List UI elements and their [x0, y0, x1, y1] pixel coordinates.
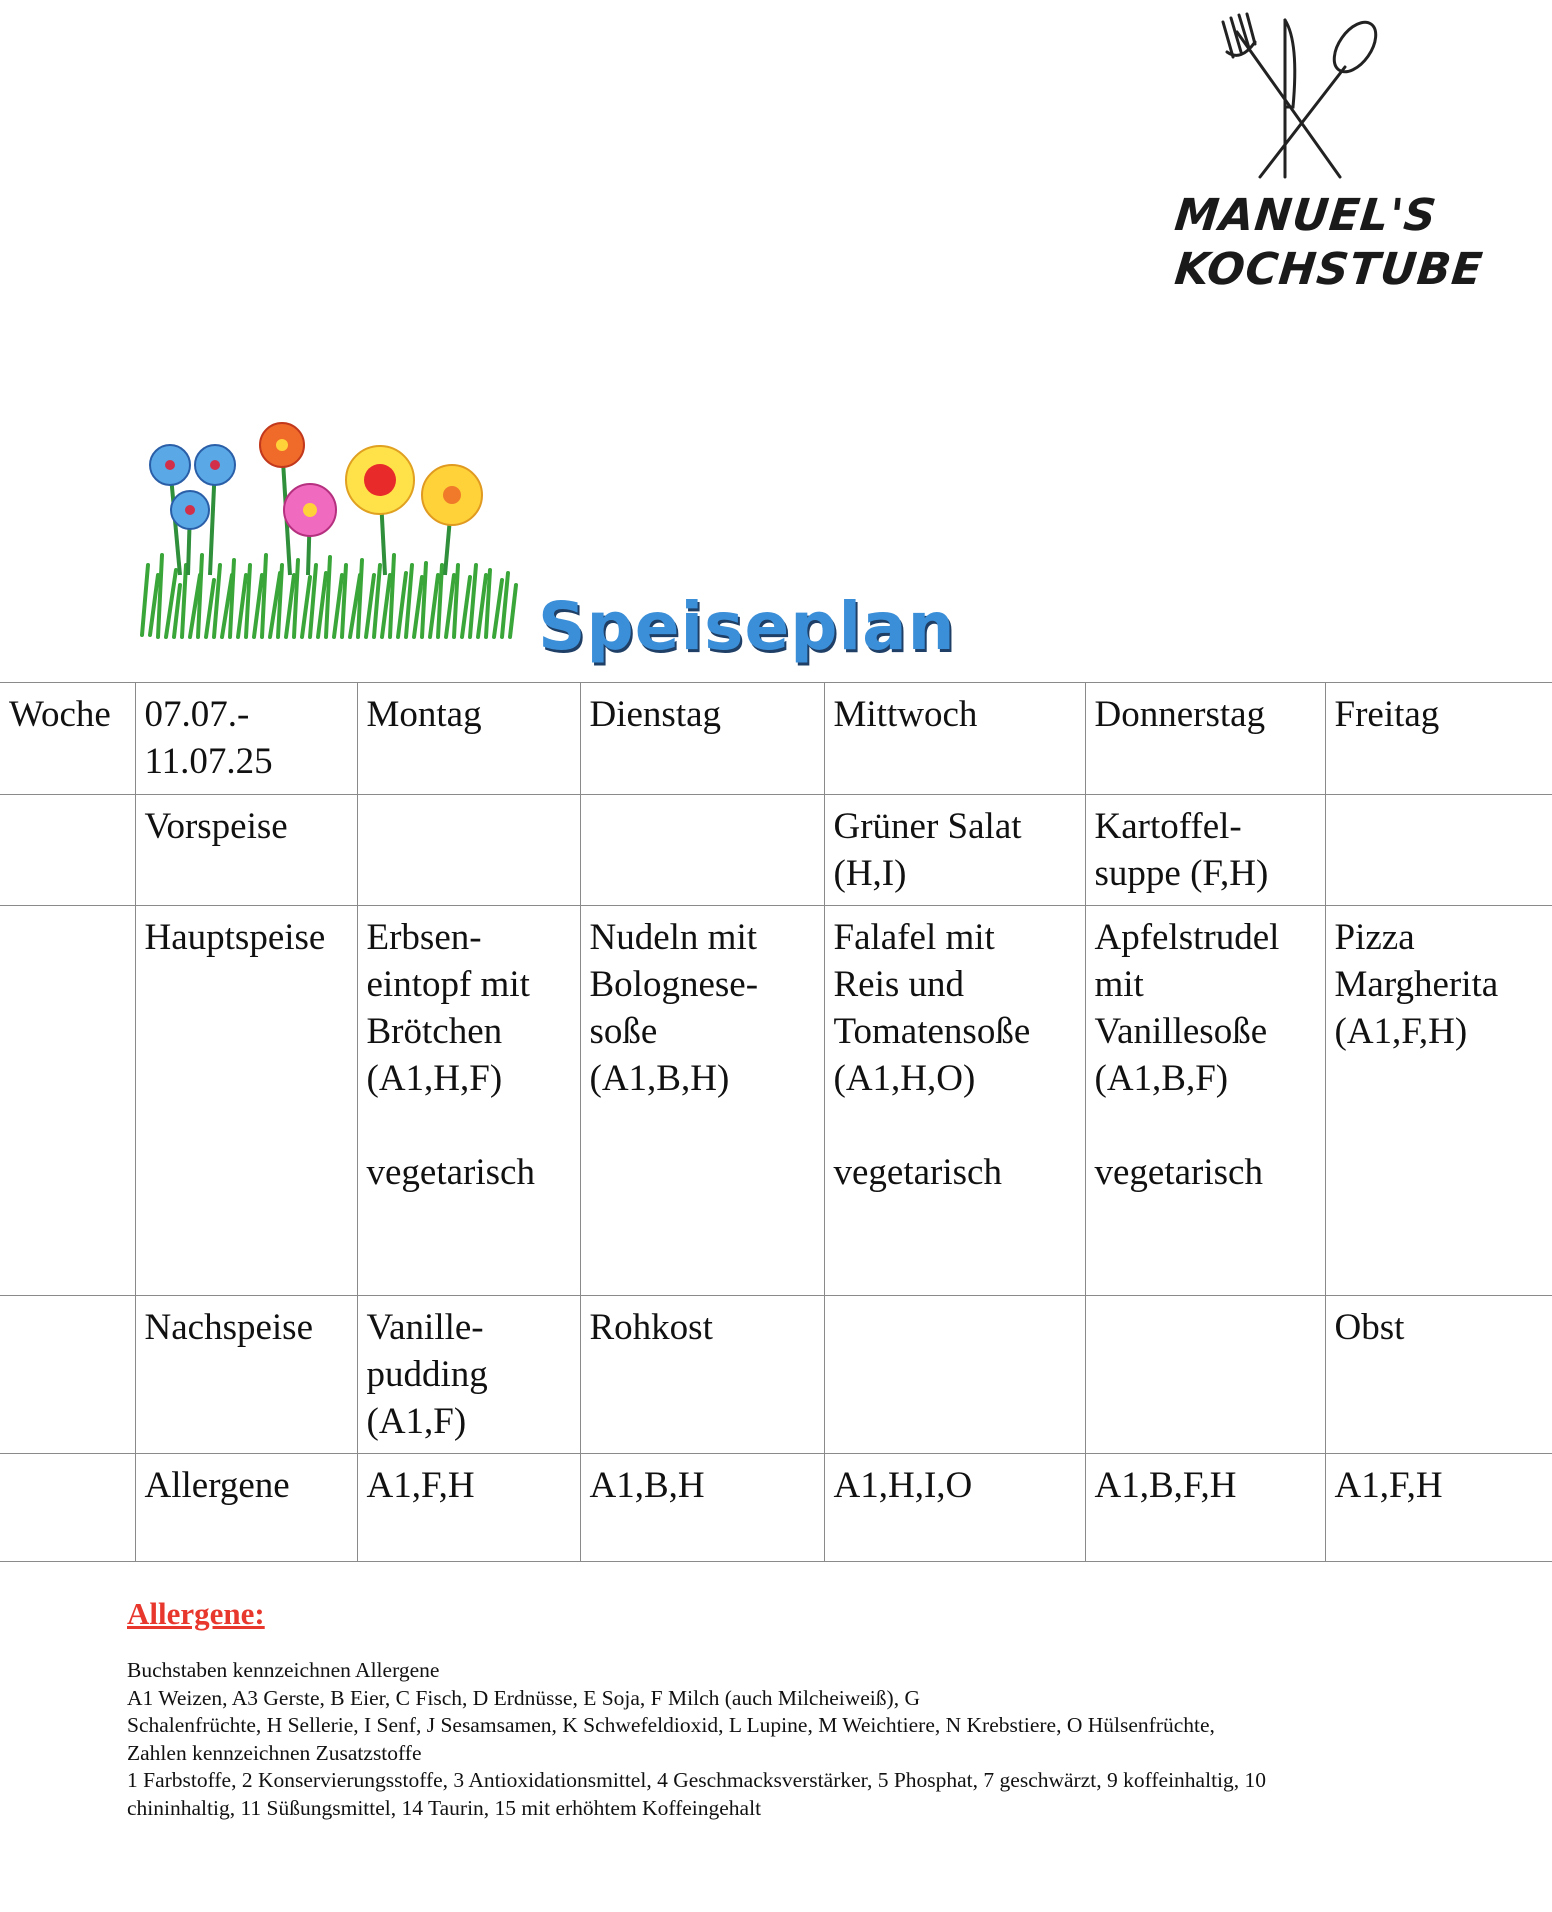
day-header-thursday: Donnerstag [1085, 683, 1325, 795]
table-header-row [0, 683, 1552, 795]
menu-cell: Kartoffel- suppe (F,H) [1085, 795, 1325, 906]
table-row [0, 1454, 1552, 1562]
flowers-illustration [140, 415, 520, 645]
logo-line-1: MANUEL'S [1172, 190, 1440, 241]
row-label-allergene: Allergene [135, 1454, 357, 1562]
row-label-hauptspeise: Hauptspeise [135, 906, 357, 1296]
menu-cell: Erbsen- eintopf mit Brötchen (A1,H,F) vegetarisch [357, 906, 580, 1296]
menu-cell: Pizza Margherita (A1,F,H) [1325, 906, 1552, 1296]
menu-cell: Nudeln mit Bolognese- soße (A1,B,H) [580, 906, 824, 1296]
menu-table [0, 682, 1552, 1562]
legend-line: Schalenfrüchte, H Sellerie, I Senf, J Sesamsamen, K Schwefeldioxid, L Lupine, M Weichtiere, N Krebstiere, O Hülsenfrüchte, [127, 1713, 1215, 1737]
menu-cell: Vanille- pudding (A1,F) [357, 1296, 580, 1454]
table-row [0, 795, 1552, 906]
legend-line: chininhaltig, 11 Süßungsmittel, 14 Taurin, 15 mit erhöhtem Koffeingehalt [127, 1795, 762, 1820]
empty-cell [0, 1296, 135, 1454]
menu-cell: A1,F,H [1325, 1454, 1552, 1562]
menu-cell: A1,B,F,H [1085, 1454, 1325, 1562]
menu-cell: Falafel mit Reis und Tomatensoße (A1,H,O) vegetarisch [824, 906, 1085, 1296]
menu-cell [824, 1296, 1085, 1454]
empty-cell [0, 795, 135, 906]
menu-cell: Apfelstrudel mit Vanillesoße (A1,B,F) vegetarisch [1085, 906, 1325, 1296]
allergen-legend [127, 1657, 1487, 1822]
menu-cell: A1,F,H [357, 1454, 580, 1562]
menu-cell: Obst [1325, 1296, 1552, 1454]
logo [1172, 12, 1486, 312]
table-row [0, 1296, 1552, 1454]
legend-line: Buchstaben kennzeichnen Allergene [127, 1658, 440, 1682]
legend-line: 1 Farbstoffe, 2 Konservierungsstoffe, 3 Antioxidationsmittel, 4 Geschmacksverstärker, 5 Phosphat, 7 geschwärzt, 9 koffeinhaltig, 10 [127, 1768, 1267, 1792]
day-header-wednesday: Mittwoch [824, 683, 1085, 795]
day-header-monday: Montag [357, 683, 580, 795]
row-label-vorspeise: Vorspeise [135, 795, 357, 906]
day-header-tuesday: Dienstag [580, 683, 824, 795]
menu-cell [357, 795, 580, 906]
empty-cell [0, 906, 135, 1296]
row-label-nachspeise: Nachspeise [135, 1296, 357, 1454]
menu-cell: A1,H,I,O [824, 1454, 1085, 1562]
legend-line: Zahlen kennzeichnen Zusatzstoffe [127, 1740, 422, 1765]
menu-cell [1085, 1296, 1325, 1454]
day-header-friday: Freitag [1325, 683, 1552, 795]
menu-cell: Rohkost [580, 1296, 824, 1454]
allergen-legend-title: Allergene: [127, 1596, 265, 1631]
legend-line: A1 Weizen, A3 Gerste, B Eier, C Fisch, D Erdnüsse, E Soja, F Milch (auch Milcheiweiß), G [127, 1685, 920, 1710]
menu-cell [580, 795, 824, 906]
menu-cell: A1,B,H [580, 1454, 824, 1562]
cutlery-icon [1175, 12, 1425, 187]
logo-line-2: KOCHSTUBE [1172, 244, 1486, 295]
menu-cell [1325, 795, 1552, 906]
empty-cell [0, 1454, 135, 1562]
menu-cell: Grüner Salat (H,I) [824, 795, 1085, 906]
date-range: 07.07.- 11.07.25 [135, 683, 357, 795]
week-label: Woche [0, 683, 135, 795]
table-row [0, 906, 1552, 1296]
page-title: Speiseplan [538, 588, 956, 665]
